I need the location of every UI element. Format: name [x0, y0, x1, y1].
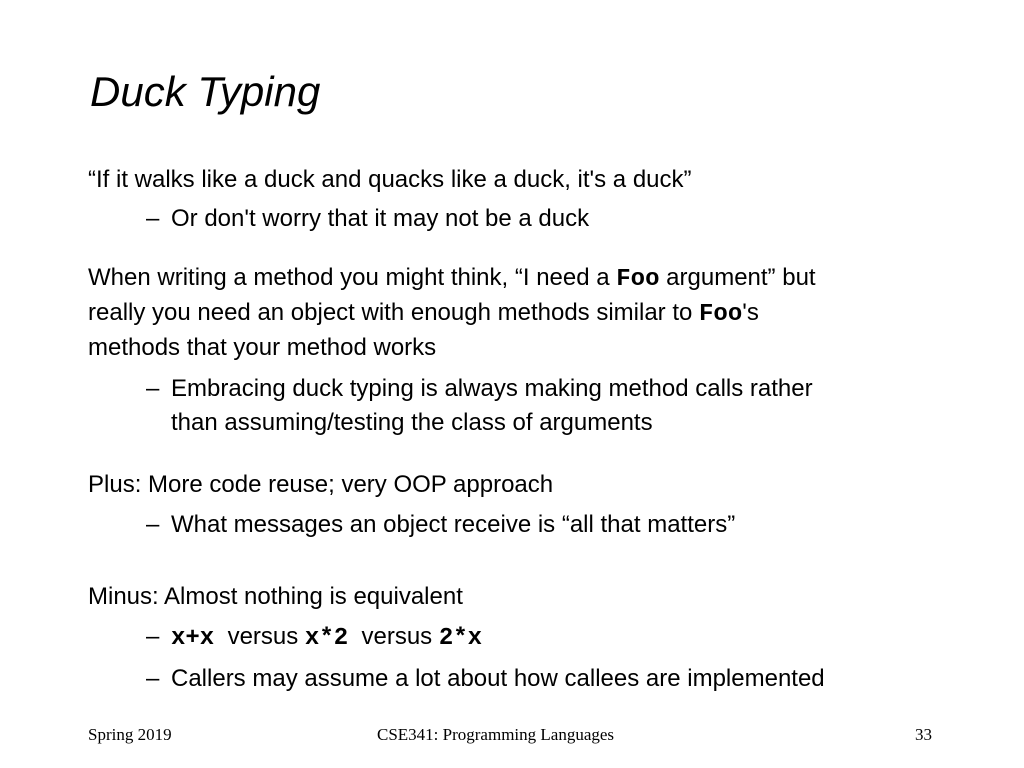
bullet-plus: Plus: More code reuse; very OOP approach: [88, 471, 554, 498]
sub-bullet-text: than assuming/testing the class of arguments: [171, 409, 653, 436]
sub-bullet-code-line: [171, 619, 482, 656]
bullet-minus: Minus: Almost nothing is equivalent: [88, 583, 463, 610]
footer-page-number: 33: [915, 725, 932, 744]
text-segment: really you need an object with enough methods similar to: [88, 299, 700, 326]
sub-bullet-text: Embracing duck typing is always making method calls rather: [171, 375, 813, 402]
footer-course: CSE341: Programming Languages: [377, 725, 615, 744]
code-foo: Foo: [616, 266, 660, 293]
sub-bullet-text: Callers may assume a lot about how callees are implemented: [171, 665, 825, 692]
bullet-writing-method-line1: [88, 260, 816, 297]
bullet-duck-quote: “If it walks like a duck and quacks like a duck, it's a duck”: [88, 166, 692, 193]
dash-marker: –: [146, 665, 160, 692]
slide-title: Duck Typing: [90, 68, 321, 115]
code-foo: Foo: [699, 301, 743, 328]
bullet-writing-method-line2: [88, 295, 759, 332]
sub-bullet-text: Or don't worry that it may not be a duck: [171, 205, 590, 232]
dash-marker: –: [146, 623, 160, 650]
code-x-plus-x: x+x: [171, 625, 215, 652]
text-versus: versus: [361, 623, 433, 650]
dash-marker: –: [146, 205, 160, 232]
text-segment: When writing a method you might think, “I need a: [88, 264, 617, 291]
bullet-writing-method-line3: methods that your method works: [88, 334, 437, 361]
code-x-times-2: x*2: [304, 625, 349, 652]
code-2-times-x: 2*x: [438, 625, 483, 652]
footer-term: Spring 2019: [88, 725, 172, 744]
dash-marker: –: [146, 375, 160, 402]
text-segment: argument” but: [659, 264, 816, 291]
sub-bullet-text: What messages an object receive is “all that matters”: [171, 511, 736, 538]
text-versus: versus: [227, 623, 299, 650]
text-segment: 's: [742, 299, 759, 326]
dash-marker: –: [146, 511, 160, 538]
